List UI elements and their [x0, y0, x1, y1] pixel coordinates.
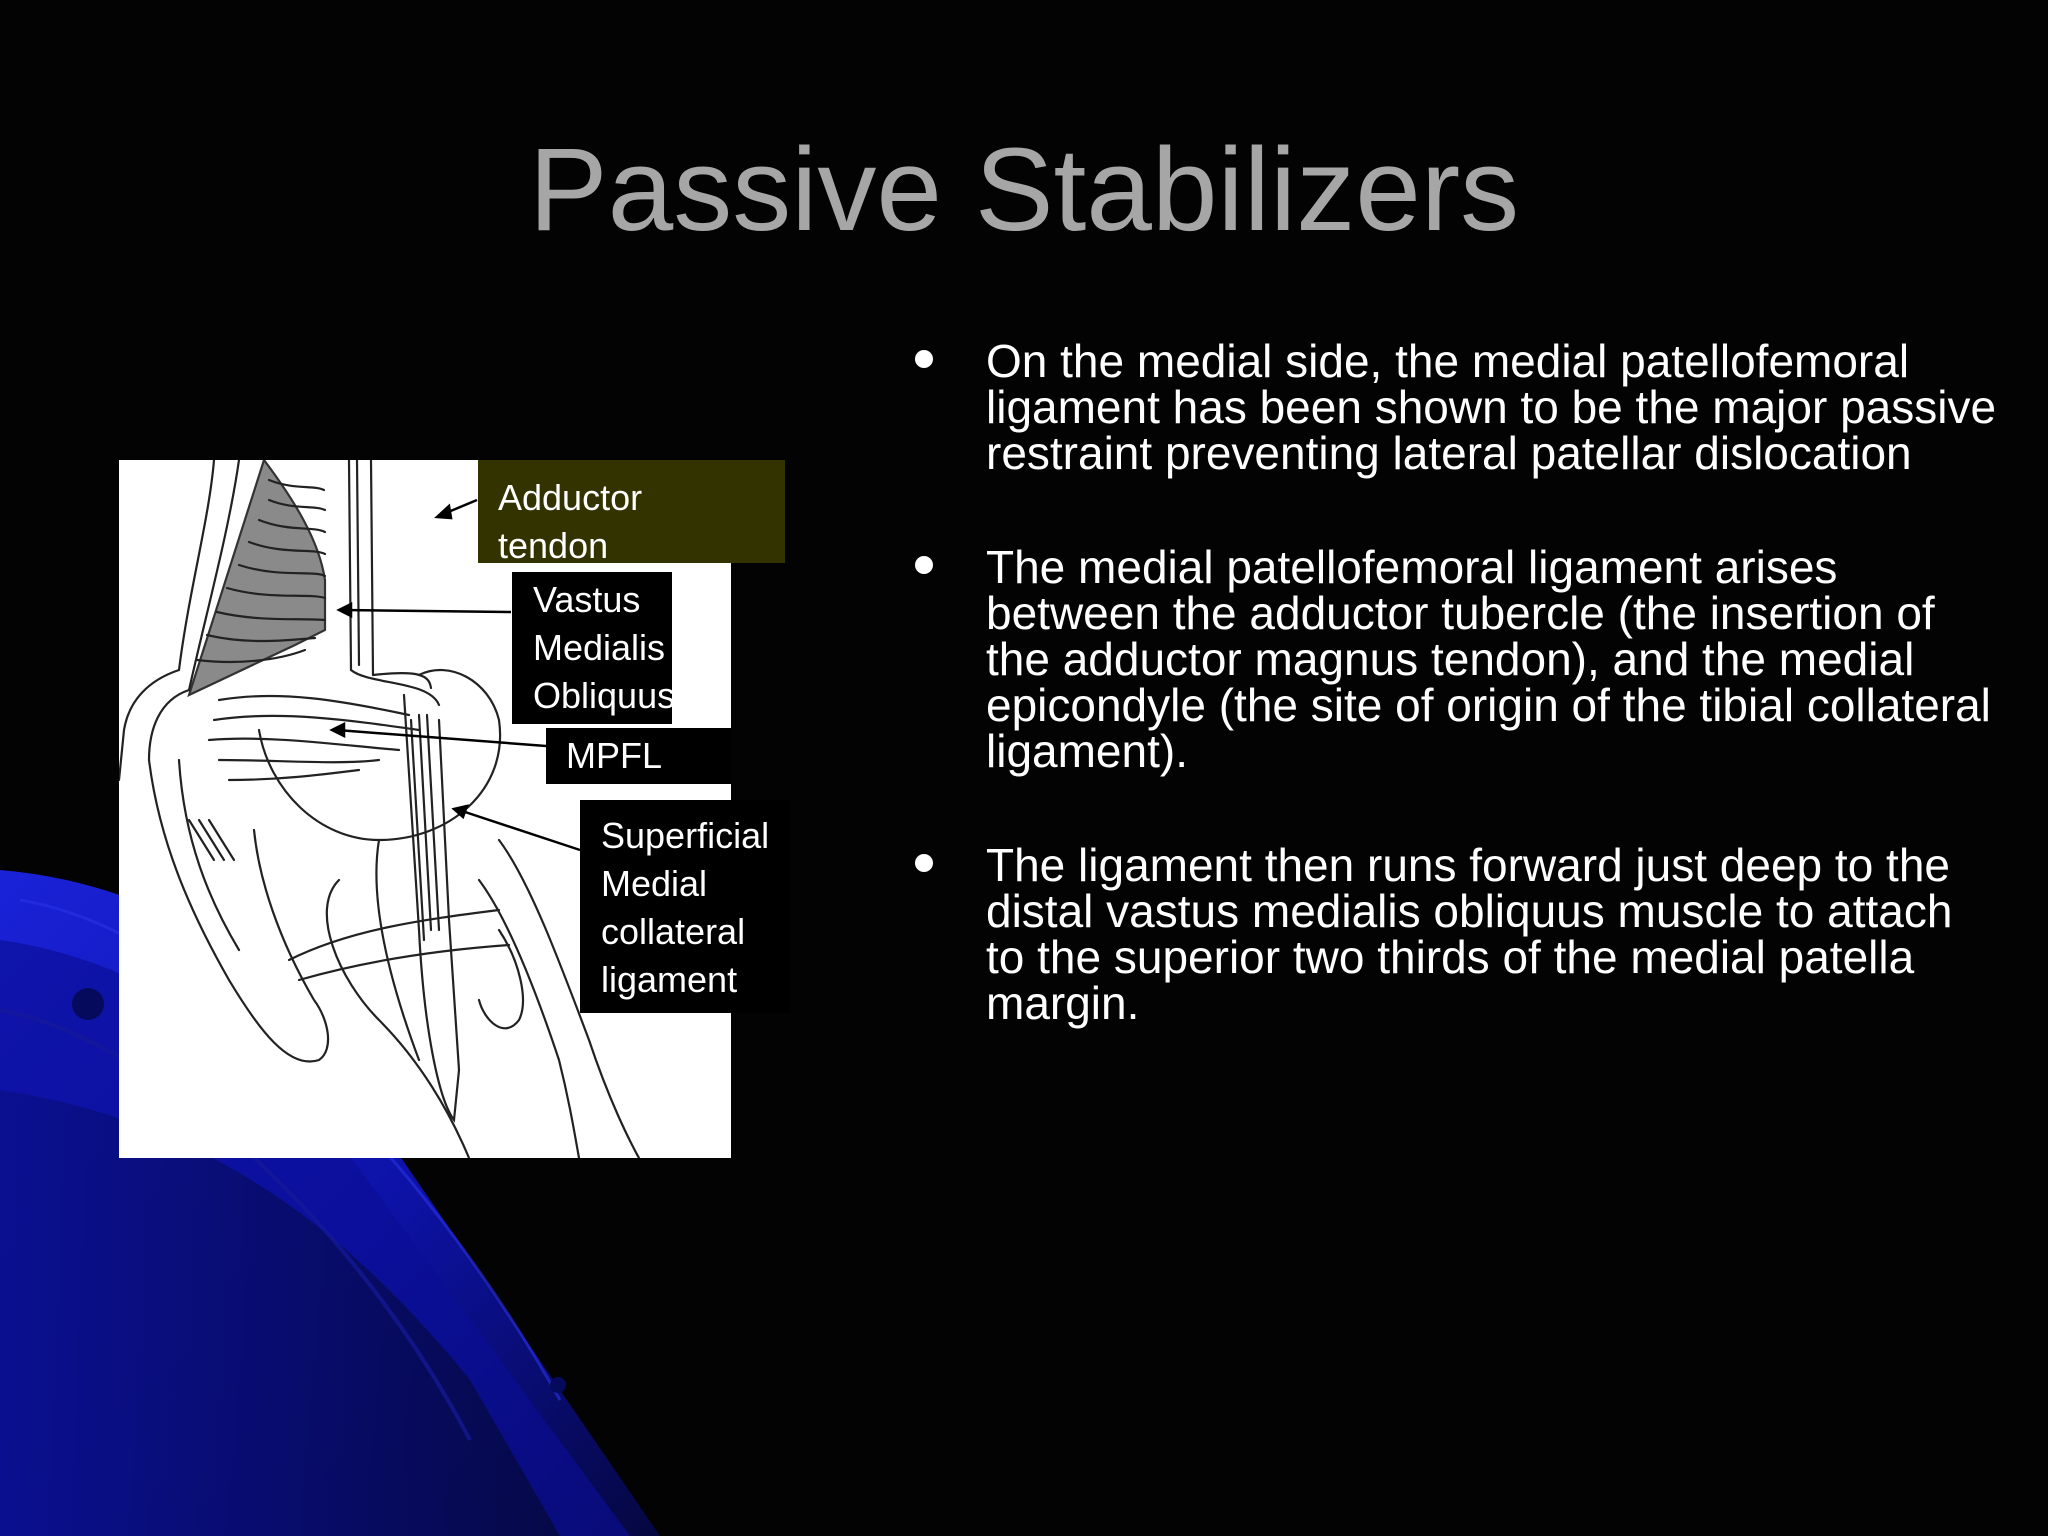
vmo-label-line: Medialis	[533, 627, 666, 668]
bullet-dot-icon	[915, 350, 933, 368]
bullet-item	[900, 839, 2000, 1029]
vmo-label-line: Obliquus	[533, 675, 676, 716]
smcl-label-line: Medial	[601, 863, 708, 904]
bullet-item	[900, 541, 2000, 777]
bullet-dot-icon	[915, 556, 933, 574]
slide-title: Passive Stabilizers	[528, 124, 1520, 256]
vmo-label-line: Vastus	[533, 579, 641, 620]
bullet-item	[900, 335, 2000, 479]
smcl-label-line: Superficial	[601, 815, 770, 856]
smcl-label-line: ligament	[601, 959, 738, 1000]
superficial-mcl-label	[580, 800, 790, 1013]
bullet-text: The ligament then runs forward just deep to the distal vastus medialis obliquus muscle to attach to the superior two thirds of the medial patella margin.	[986, 839, 1953, 1029]
adductor-tendon-label	[478, 460, 785, 566]
adductor-tendon-label-line: tendon	[498, 525, 609, 566]
smcl-label-line: collateral	[601, 911, 746, 952]
mpfl-label-line: MPFL	[566, 735, 663, 776]
adductor-tendon-label-line: Adductor	[498, 477, 643, 518]
vastus-medialis-obliquus-label	[512, 572, 676, 724]
mpfl-label	[546, 728, 731, 784]
bullet-list	[900, 335, 2000, 1094]
bullet-dot-icon	[915, 854, 933, 872]
bullet-text: The medial patellofemoral ligament arises between the adductor tubercle (the insertion of the adductor magnus tendon), and the medial epicondyle (the site of origin of the tibial collateral ligament).	[986, 541, 1991, 777]
bullet-text: On the medial side, the medial patellofemoral ligament has been shown to be the major passive restraint preventing lateral patellar dislocation	[986, 335, 1997, 479]
